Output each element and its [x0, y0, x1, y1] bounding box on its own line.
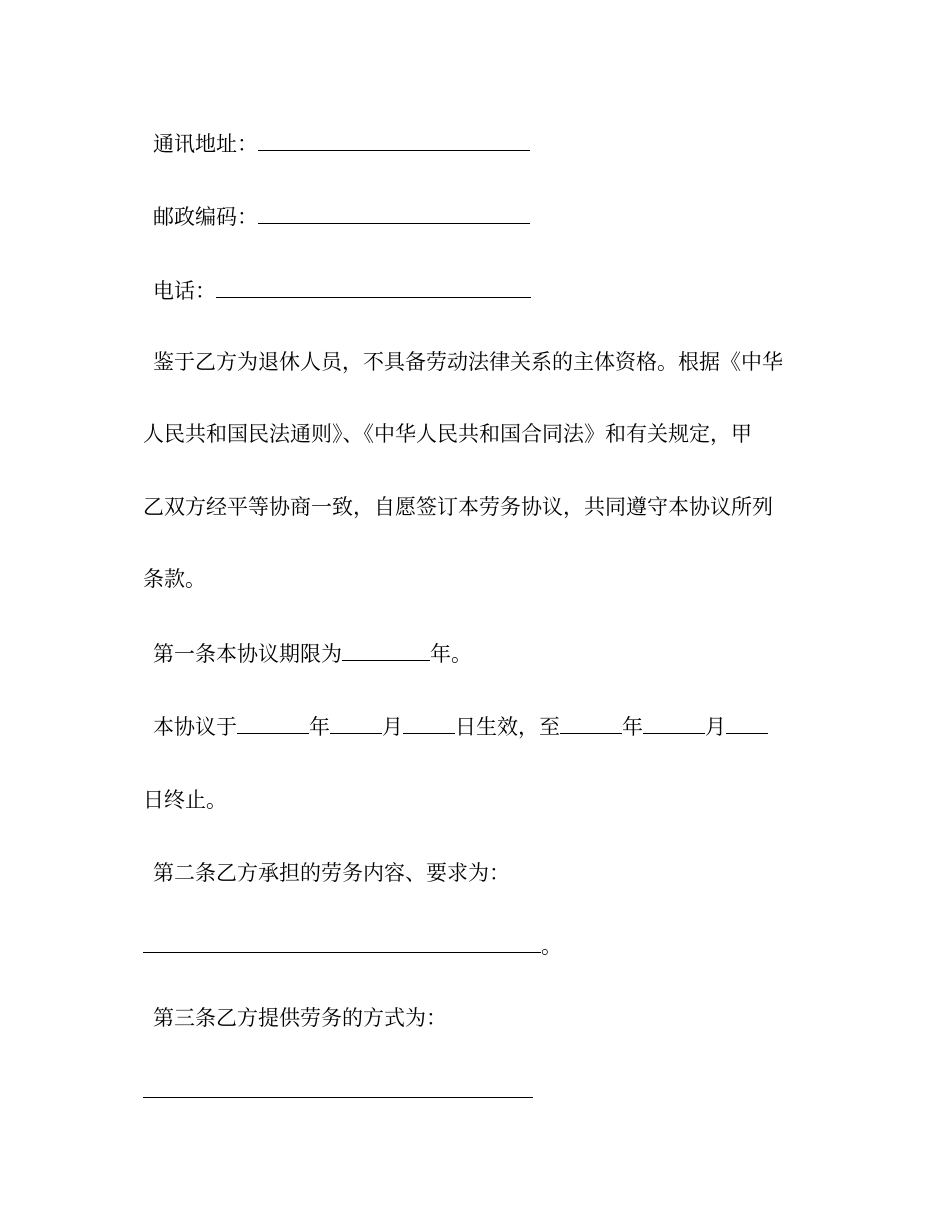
end-month-blank — [643, 713, 705, 734]
phone-row — [153, 277, 531, 305]
postcode-label: 邮政编码： — [153, 205, 258, 229]
address-label: 通讯地址： — [153, 132, 258, 156]
end-day-blank — [726, 713, 768, 734]
service-method-blank — [143, 1077, 533, 1098]
term-text-6: 月 — [705, 715, 726, 739]
article-2-heading: 第二条乙方承担的劳务内容、要求为： — [153, 861, 510, 885]
start-year-blank — [237, 713, 309, 734]
start-day-blank — [403, 713, 455, 734]
term-text-1: 本协议于 — [153, 715, 237, 739]
preamble-line-4: 条款。 — [143, 567, 206, 591]
service-content-blank — [143, 932, 541, 953]
postcode-blank — [258, 203, 530, 224]
article-2-content-row — [143, 932, 562, 960]
term-text-3: 月 — [382, 715, 403, 739]
article-1 — [153, 640, 472, 668]
phone-blank — [216, 277, 531, 298]
phone-label: 电话： — [153, 279, 216, 303]
term-end-line: 日终止。 — [143, 788, 227, 812]
address-row — [153, 130, 530, 158]
article-2-period: 。 — [541, 934, 562, 958]
preamble-line-3: 乙双方经平等协商一致，自愿签订本劳务协议，共同遵守本协议所列 — [143, 495, 773, 519]
article-3-heading: 第三条乙方提供劳务的方式为： — [153, 1006, 447, 1030]
postcode-row — [153, 203, 530, 231]
term-text-2: 年 — [309, 715, 330, 739]
preamble-line-1: 鉴于乙方为退休人员，不具备劳动法律关系的主体资格。根据《中华 — [153, 350, 783, 374]
address-blank — [258, 130, 530, 151]
preamble-line-2: 人民共和国民法通则》、《中华人民共和国合同法》和有关规定，甲 — [143, 422, 752, 446]
article-1-unit: 年。 — [430, 642, 472, 666]
term-dates-row — [153, 713, 768, 741]
article-3-content-row — [143, 1077, 533, 1105]
end-year-blank — [560, 713, 622, 734]
article-1-text: 第一条本协议期限为 — [153, 642, 342, 666]
start-month-blank — [330, 713, 382, 734]
term-text-4: 日生效，至 — [455, 715, 560, 739]
term-text-5: 年 — [622, 715, 643, 739]
term-years-blank — [342, 640, 430, 661]
